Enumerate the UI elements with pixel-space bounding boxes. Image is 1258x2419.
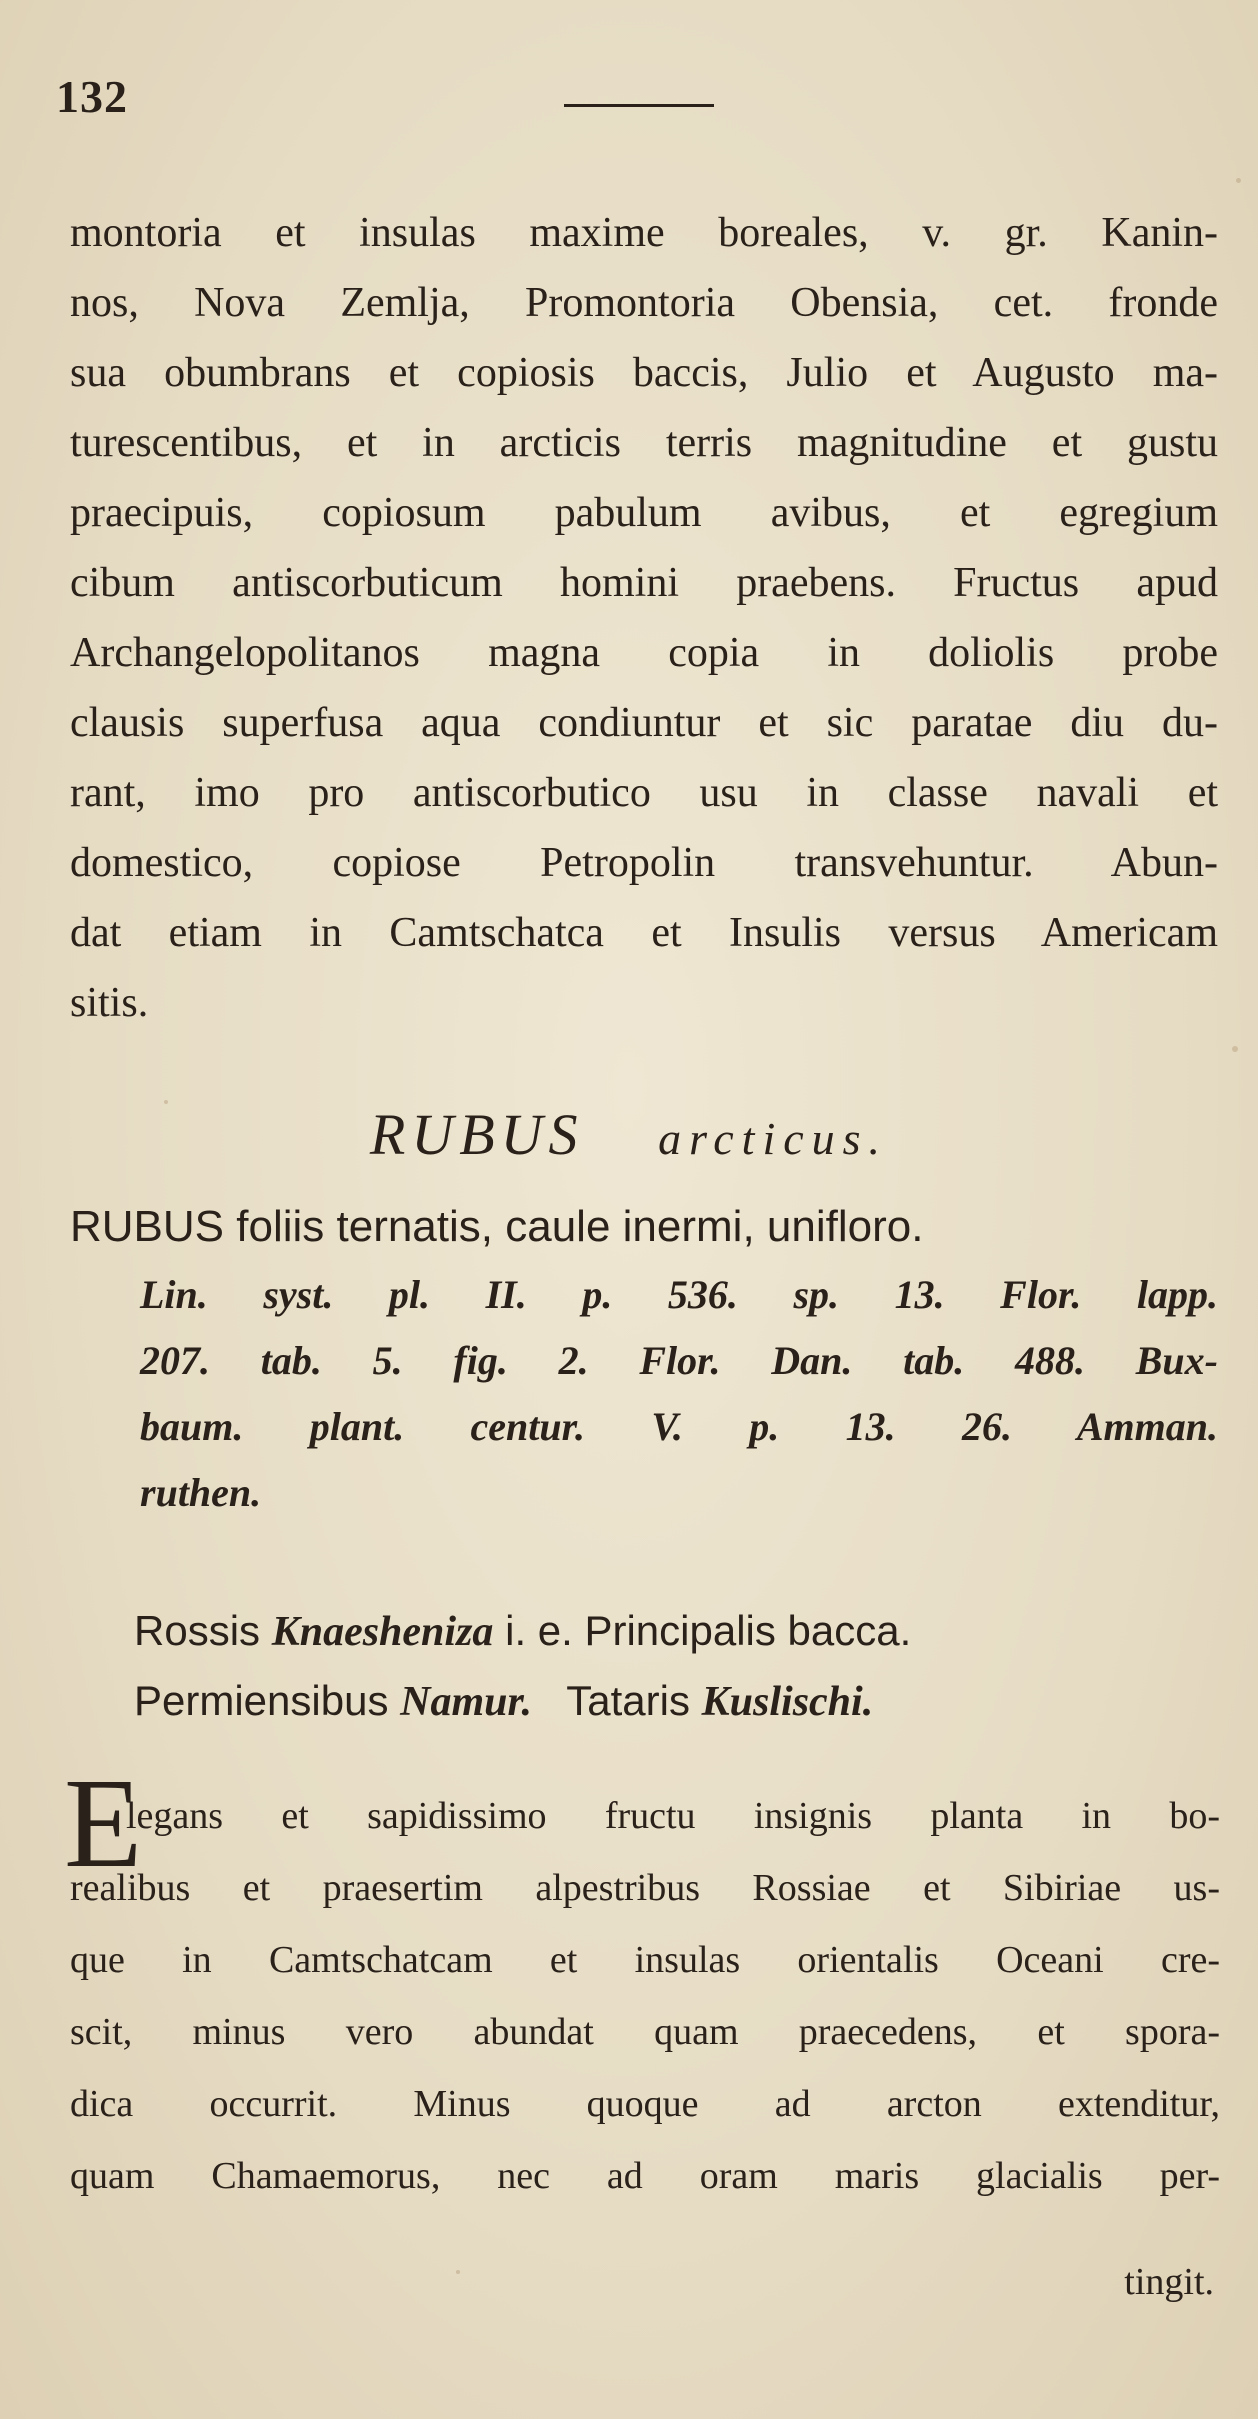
reference-line: 207. tab. 5. fig. 2. Flor. Dan. tab. 488. Bux- — [140, 1338, 1218, 1383]
text-line: sua obumbrans et copiosis baccis, Julio et Augusto ma- — [70, 350, 1218, 396]
text-line: que in Camtschatcam et insulas orientalis Oceani cre- — [70, 1939, 1220, 1981]
reference-line: baum. plant. centur. V. p. 13. 26. Amman. — [140, 1404, 1218, 1449]
diagnosis-references — [140, 1262, 1218, 1526]
reference-line: Lin. syst. pl. II. p. 536. sp. 13. Flor. lapp. — [140, 1272, 1218, 1317]
paper-speck — [1232, 1046, 1238, 1052]
species-heading — [0, 1100, 1258, 1174]
text-line: cibum antiscorbuticum homini praebens. Fructus apud — [70, 560, 1218, 606]
text-line: scit, minus vero abundat quam praecedens, et spora- — [70, 2011, 1220, 2053]
page-number: 132 — [56, 71, 128, 122]
text-line: quam Chamaemorus, nec ad oram maris glacialis per- — [70, 2155, 1220, 2197]
paragraph-1 — [70, 198, 1218, 1038]
text-line: dat etiam in Camtschatca et Insulis versus Americam — [70, 910, 1218, 956]
vernacular-name: Kuslischi. — [701, 1679, 874, 1725]
text-line: rant, imo pro antiscorbutico usu in classe navali et — [70, 770, 1218, 816]
text-line: montoria et insulas maxime boreales, v. gr. Kanin- — [70, 210, 1218, 256]
paper-speck — [1236, 178, 1241, 183]
header-rule — [564, 104, 714, 107]
paper-speck — [456, 2270, 460, 2274]
vernacular-prefix: Rossis — [134, 1607, 261, 1654]
text-line: Archangelopolitanos magna copia in doliolis probe — [70, 630, 1218, 676]
drop-cap: E — [64, 1752, 143, 1894]
paragraph-2 — [70, 1780, 1220, 2212]
vernacular-mid: Tataris — [566, 1677, 690, 1724]
text-line: domestico, copiose Petropolin transvehuntur. Abun- — [70, 840, 1218, 886]
text-line: dica occurrit. Minus quoque ad arcton extenditur, — [70, 2083, 1220, 2125]
reference-line: ruthen. — [140, 1470, 262, 1515]
vernacular-prefix: Permiensibus — [134, 1677, 389, 1724]
vernacular-russian — [134, 1598, 911, 1665]
text-line: nos, Nova Zemlja, Promontoria Obensia, cet. fronde — [70, 280, 1218, 326]
vernacular-gloss: i. e. Principalis bacca. — [505, 1607, 912, 1654]
species-name: arcticus. — [658, 1113, 889, 1164]
text-line: praecipuis, copiosum pabulum avibus, et egregium — [70, 490, 1218, 536]
vernacular-name: Knaesheniza — [271, 1609, 494, 1655]
diagnosis-text: RUBUS foliis ternatis, caule inermi, unifloro. — [70, 1202, 924, 1251]
paper-speck — [164, 1100, 168, 1104]
text-line: sitis. — [70, 980, 149, 1026]
page-header — [56, 70, 1206, 130]
diagnosis — [70, 1192, 1218, 1262]
text-line: realibus et praesertim alpestribus Rossiae et Sibiriae us- — [70, 1867, 1220, 1909]
text-line: clausis superfusa aqua condiuntur et sic paratae diu du- — [70, 700, 1218, 746]
vernacular-permian — [134, 1668, 873, 1735]
vernacular-name: Namur. — [400, 1679, 533, 1725]
text-line: turescentibus, et in arcticis terris magnitudine et gustu — [70, 420, 1218, 466]
genus-name: RUBUS — [369, 1102, 584, 1167]
catchword: tingit. — [1124, 2261, 1214, 2303]
text-line: legans et sapidissimo fructu insignis planta in bo- — [126, 1795, 1220, 1837]
